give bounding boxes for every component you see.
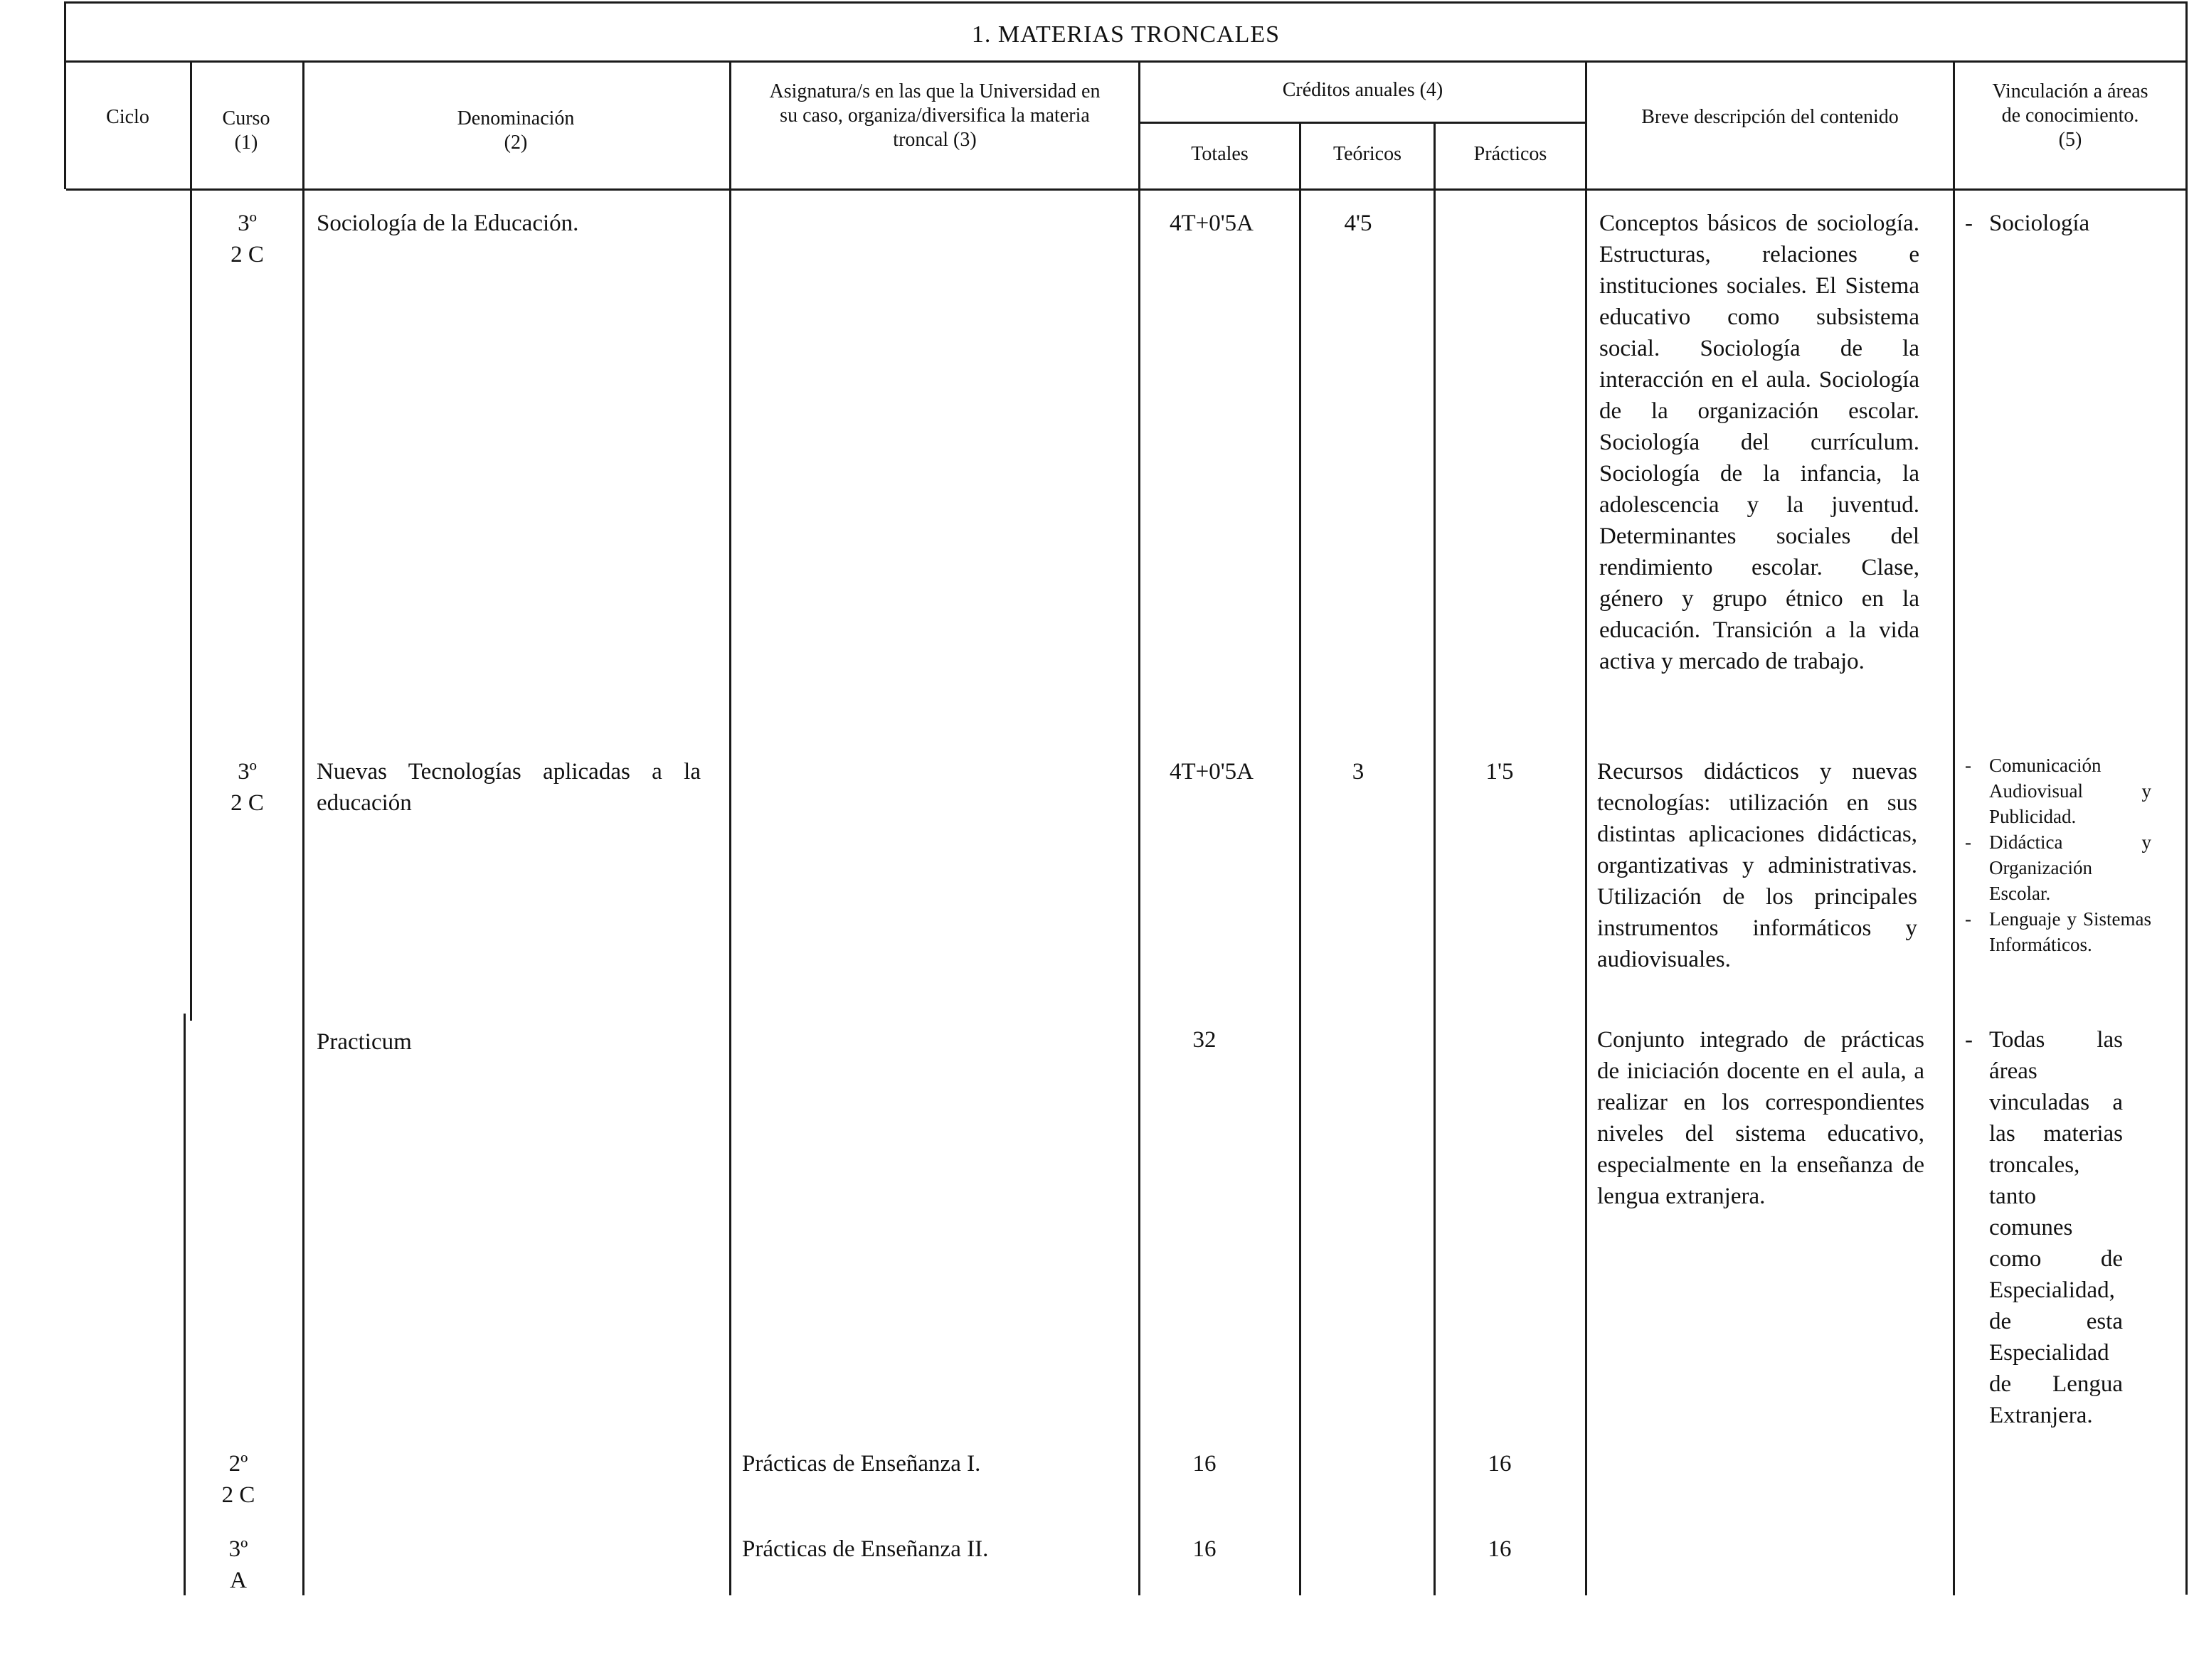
row-totales: 16: [1192, 1451, 1217, 1477]
header-denominacion: [302, 107, 729, 155]
left-border-lower: [64, 189, 66, 1014]
row-areas: [1965, 1024, 2123, 1431]
header-vinculacion-line2: de conocimiento.: [2001, 105, 2139, 127]
header-asignatura-line2: su caso, organiza/diversifica la materia: [780, 105, 1090, 127]
row-asignatura: Prácticas de Enseñanza II.: [742, 1536, 989, 1562]
row-totales: 4T+0'5A: [1169, 211, 1254, 236]
curso-year: 3º: [238, 759, 257, 785]
curso-year: 3º: [238, 211, 257, 236]
header-curso-label: Curso: [222, 107, 270, 129]
row-curso: [192, 208, 302, 270]
header-ciclo: Ciclo: [106, 106, 149, 128]
row-denominacion: Practicum: [317, 1029, 412, 1055]
row-practicos: 1'5: [1485, 759, 1514, 785]
header-vinculacion-line1: Vinculación a áreas: [1992, 80, 2148, 102]
area-item: - Didáctica y Organización Escolar.: [1965, 831, 2151, 904]
col-sep-descripcion-vinculacion: [1953, 60, 1955, 1595]
row-curso: [192, 756, 302, 819]
curso-period: A: [230, 1568, 247, 1593]
col-sep-denominacion-asignatura: [729, 60, 731, 1595]
row-denominacion: Nuevas Tecnologías aplicadas a la educación: [317, 759, 701, 816]
header-denominacion-label: Denominación: [457, 107, 575, 129]
table-top-border: [64, 1, 2188, 4]
curso-period: 2 C: [230, 790, 264, 816]
header-asignatura: [731, 80, 1138, 152]
area-item: - Lenguaje y Sistemas Informáticos.: [1965, 908, 2151, 955]
row-practicos: 16: [1488, 1451, 1512, 1477]
table-title: 1. MATERIAS TRONCALES: [971, 21, 1281, 48]
row-areas: [1965, 208, 2171, 239]
row-denominacion: Sociología de la Educación.: [317, 211, 579, 236]
row-curso: [185, 1448, 292, 1511]
right-border: [2185, 1, 2188, 1595]
row-curso: [185, 1533, 292, 1596]
row-areas: [1965, 753, 2151, 957]
header-vinculacion-line3: (5): [2058, 129, 2082, 151]
col-sep-practicos-descripcion: [1585, 60, 1587, 1595]
header-curso: [190, 107, 302, 155]
col-sep-teoricos-practicos: [1433, 122, 1436, 1595]
header-descripcion: Breve descripción del contenido: [1641, 106, 1899, 128]
header-teoricos: Teóricos: [1332, 143, 1401, 165]
curso-year: 3º: [228, 1536, 248, 1562]
title-divider: [64, 60, 2188, 63]
row-descripcion: Recursos didácticos y nuevas tecnologías: utilización en sus distintas aplicaciones didácticas, organtizativas y administrativas. Utilización de los principales instrumentos informáticos y audiovisuales.: [1597, 759, 1917, 972]
header-curso-note: (1): [234, 132, 258, 154]
row-asignatura: Prácticas de Enseñanza I.: [742, 1451, 981, 1477]
header-bottom-border: [64, 188, 2188, 191]
row-totales: 16: [1192, 1536, 1217, 1562]
curso-period: 2 C: [230, 242, 264, 267]
row-descripcion: Conceptos básicos de sociología. Estructuras, relaciones e instituciones sociales. El Sistema educativo como subsistema social. Sociología de la interacción en el aula. Sociología de la organización escolar. Sociología del currículum. Sociología de la infancia, la adolescencia y la juventud. Determinantes sociales del rendimiento escolar. Clase, género y grupo étnico en la educación. Transición a la vida activa y mercado de trabajo.: [1599, 211, 1919, 674]
header-vinculacion: [1955, 80, 2185, 152]
header-practicos: Prácticos: [1473, 143, 1547, 165]
credits-subheader-divider: [1138, 122, 1585, 124]
curso-year: 2º: [228, 1451, 248, 1477]
col-sep-asignatura-totales: [1138, 60, 1140, 1595]
row-practicos: 16: [1488, 1536, 1512, 1562]
row-totales: 32: [1192, 1027, 1217, 1053]
header-creditos: Créditos anuales (4): [1282, 79, 1443, 101]
header-denominacion-note: (2): [504, 132, 528, 154]
area-item: - Todas las áreas vinculadas a las materias troncales, tanto comunes como de Especialidad, de esta Especialidad de Lengua Extranjera.: [1965, 1027, 2123, 1428]
col-sep-totales-teoricos: [1299, 122, 1301, 1595]
row-totales: 4T+0'5A: [1169, 759, 1254, 785]
row-descripcion: Conjunto integrado de prácticas de iniciación docente en el aula, a realizar en los correspondientes niveles del sistema educativo, especialmente en la enseñanza de lengua extranjera.: [1597, 1027, 1924, 1209]
header-totales: Totales: [1191, 143, 1249, 165]
area-item: - Sociología: [1965, 211, 2090, 236]
col-sep-curso-denominacion: [302, 60, 304, 1595]
row-teoricos: 4'5: [1344, 211, 1372, 236]
curso-period: 2 C: [221, 1482, 255, 1508]
row-teoricos: 3: [1352, 759, 1364, 785]
header-asignatura-line1: Asignatura/s en las que la Universidad en: [769, 80, 1101, 102]
header-asignatura-line3: troncal (3): [893, 129, 977, 151]
area-item: - Comunicación Audiovisual y Publicidad.: [1965, 755, 2151, 827]
col-sep-ciclo-curso: [190, 60, 192, 1021]
